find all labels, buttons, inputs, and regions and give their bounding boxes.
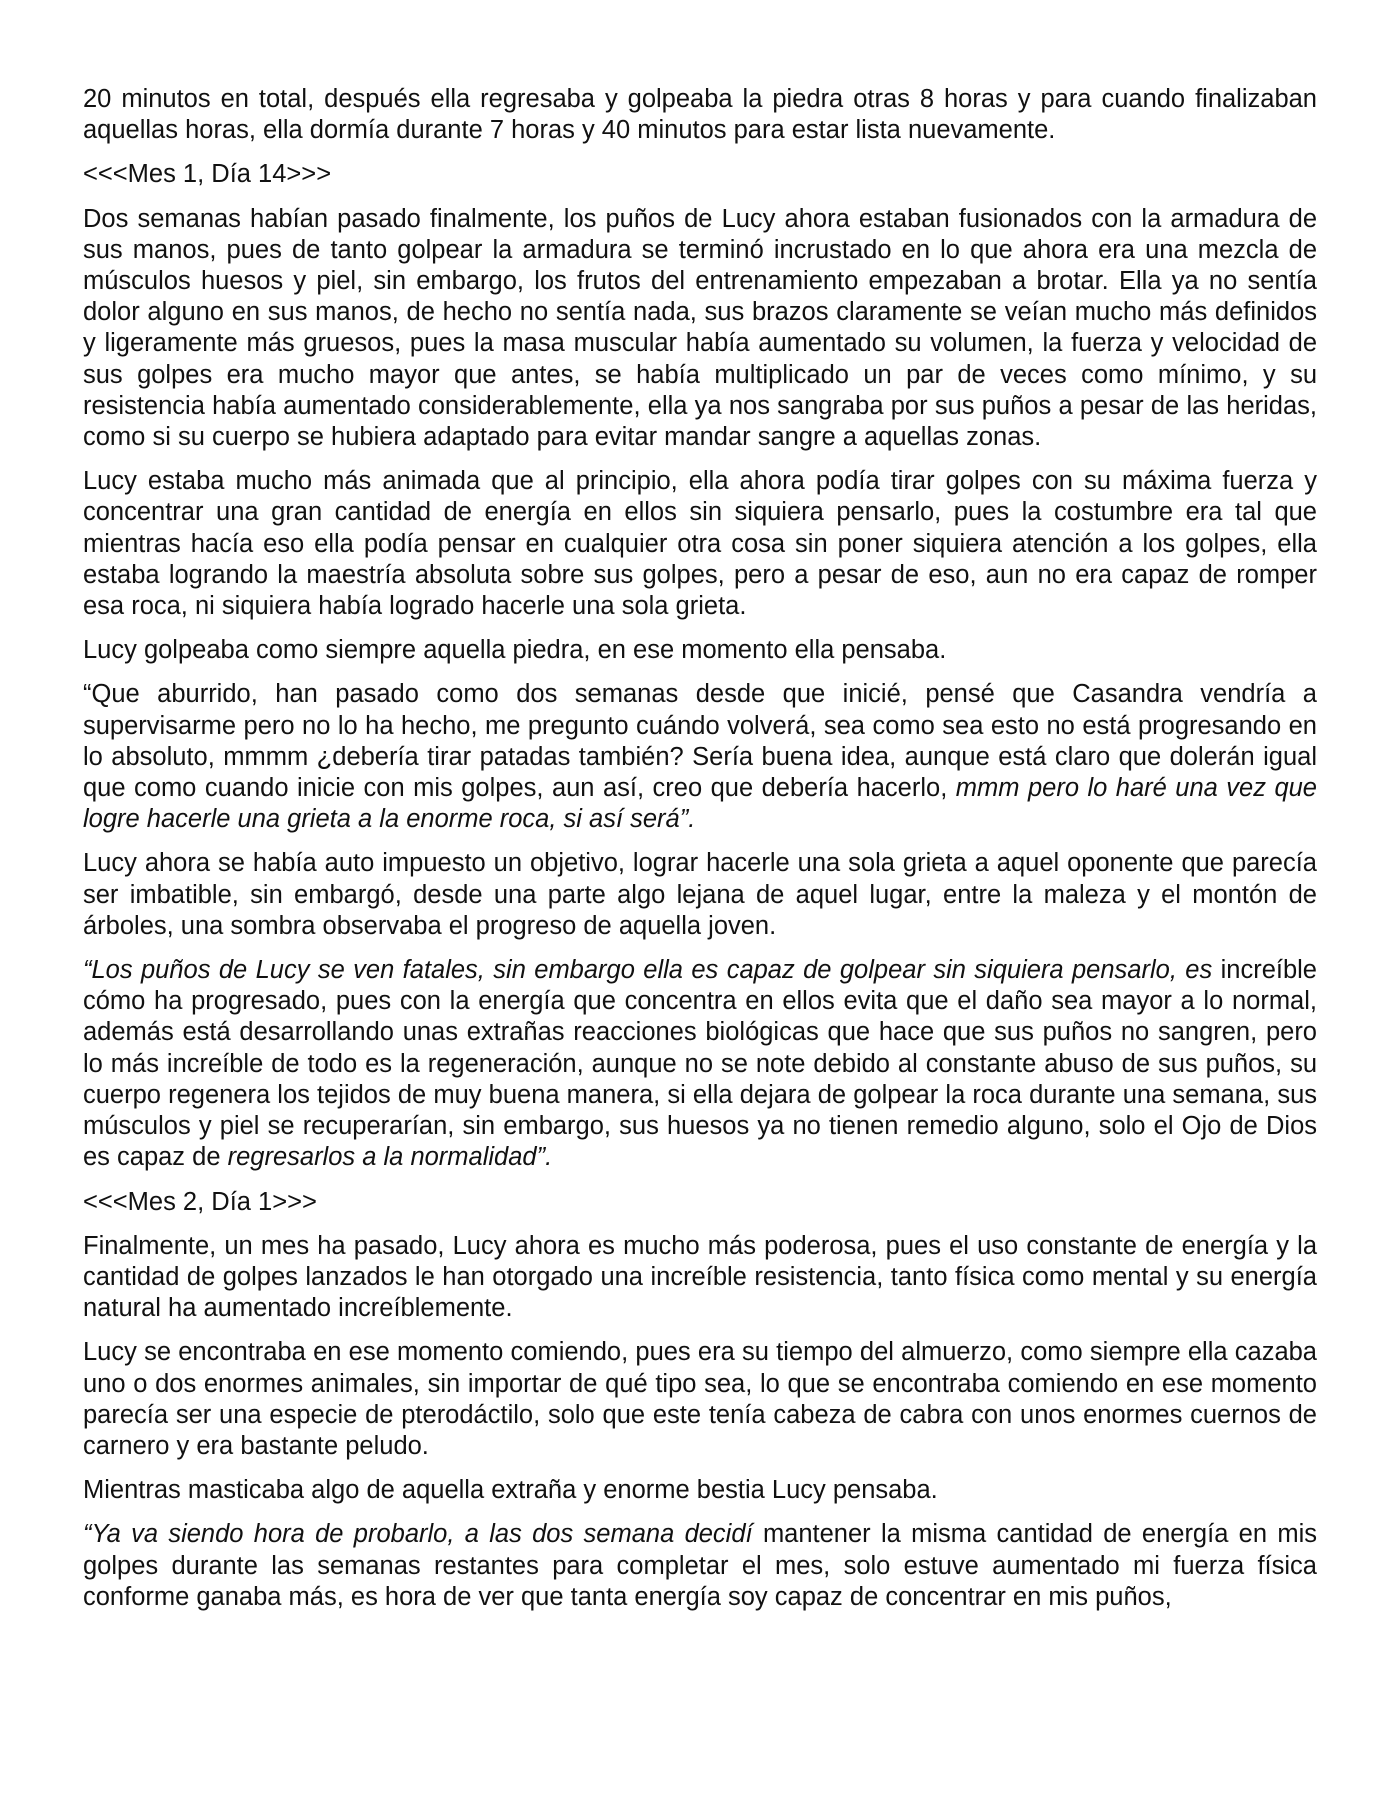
text-run: mantener la misma cantidad de energía en mis golpes durante las semanas restantes para completar el mes, solo estuve aumentado mi fuerza física conforme ganaba más, es hora de ver que tanta energía soy capaz de concentrar en mis puños, [83,1520,1318,1611]
text-run: Lucy se encontraba en ese momento comiendo, pues era su tiempo del almuerzo, como siempre ella cazaba uno o dos enormes animales, sin importar de qué tipo sea, lo que se encontraba comiendo en ese momento parecía ser una especie de pterodáctilo, solo que este tenía cabeza de cabra con unos enormes cuernos de carnero y era bastante peludo. [83,1338,1317,1460]
document-page [83,84,1317,1626]
italic-text-run: mmm pero lo haré una vez que logre hacerle una grieta a la enorme roca, si así será”. [83,774,1317,834]
paragraph [83,848,1317,942]
text-run: 20 minutos en total, después ella regresaba y golpeaba la piedra otras 8 horas y para cuando finalizaban aquellas horas, ella dormía durante 7 horas y 40 minutos para estar lista nuevamente. [83,85,1317,145]
text-run: “Que aburrido, han pasado como dos semanas desde que inicié, pensé que Casandra vendría a supervisarme pero no lo ha hecho, me pregunto cuándo volverá, sea como sea esto no está progresando en lo absoluto, mmmm ¿debería tirar patadas también? Sería buena idea, aunque está claro que dolerán igual que como cuando inicie con mis golpes, aun así, creo que debería hacerlo, [83,680,1317,803]
italic-text-run: “Los puños de Lucy se ven fatales, sin embargo ella es capaz de golpear sin siquiera pensarlo, es [83,956,1221,985]
paragraph [83,466,1317,622]
text-run: increíble cómo ha progresado, pues con la energía que concentra en ellos evita que el daño sea mayor a lo normal, además está desarrollando unas extrañas reacciones biológicas que hace que sus puños no sangren, pero lo más increíble de todo es la regeneración, aunque no se note debido al constante abuso de sus puños, su cuerpo regenera los tejidos de muy buena manera, si ella dejara de golpear la roca durante una semana, sus músculos y piel se recuperarían, sin embargo, sus huesos ya no tienen remedio alguno, solo el Ojo de Dios es capaz de [83,956,1317,1172]
paragraph [83,635,1317,666]
text-run: Finalmente, un mes ha pasado, Lucy ahora es mucho más poderosa, pues el uso constante de energía y la cantidad de golpes lanzados le han otorgado una increíble resistencia, tanto física como mental y su energía natural ha aumentado increíblemente. [83,1231,1317,1323]
paragraph [83,204,1317,454]
paragraph [83,1337,1317,1462]
paragraph [83,679,1317,835]
chapter-marker [83,1187,1317,1218]
paragraph [83,1231,1317,1325]
paragraph [83,84,1317,146]
italic-text-run: “Ya va siendo hora de probarlo, a las dos semana decidí [83,1520,763,1549]
paragraph [83,1475,1317,1506]
text-run: Lucy estaba mucho más animada que al principio, ella ahora podía tirar golpes con su máxima fuerza y concentrar una gran cantidad de energía en ellos sin siquiera pensarlo, pues la costumbre era tal que mientras hacía eso ella podía pensar en cualquier otra cosa sin poner siquiera atención a los golpes, ella estaba logrando la maestría absoluta sobre sus golpes, pero a pesar de eso, aun no era capaz de romper esa roca, ni siquiera había logrado hacerle una sola grieta. [83,467,1317,621]
text-run: <<<Mes 1, Día 14>>> [83,160,332,189]
text-run: Dos semanas habían pasado finalmente, los puños de Lucy ahora estaban fusionados con la armadura de sus manos, pues de tanto golpear la armadura se terminó incrustado en lo que ahora era una mezcla de músculos huesos y piel, sin embargo, los frutos del entrenamiento empezaban a brotar. Ella ya no sentía dolor alguno en sus manos, de hecho no sentía nada, sus brazos claramente se veían mucho más definidos y ligeramente más gruesos, pues la masa muscular había aumentado su volumen, la fuerza y velocidad de sus golpes era mucho mayor que antes, se había multiplicado un par de veces como mínimo, y su resistencia había aumentado considerablemente, ella ya nos sangraba por sus puños a pesar de las heridas, como si su cuerpo se hubiera adaptado para evitar mandar sangre a aquellas zonas. [83,204,1317,452]
text-run: Mientras masticaba algo de aquella extraña y enorme bestia Lucy pensaba. [83,1476,938,1505]
paragraph [83,1519,1317,1613]
paragraph [83,955,1317,1173]
text-run: Lucy ahora se había auto impuesto un objetivo, lograr hacerle una sola grieta a aquel oponente que parecía ser imbatible, sin embargó, desde una parte algo lejana de aquel lugar, entre la maleza y el montón de árboles, una sombra observaba el progreso de aquella joven. [83,849,1317,940]
italic-text-run: regresarlos a la normalidad”. [227,1143,553,1172]
text-run: <<<Mes 2, Día 1>>> [83,1187,317,1216]
chapter-marker [83,159,1317,190]
text-run: Lucy golpeaba como siempre aquella piedra, en ese momento ella pensaba. [83,636,947,665]
